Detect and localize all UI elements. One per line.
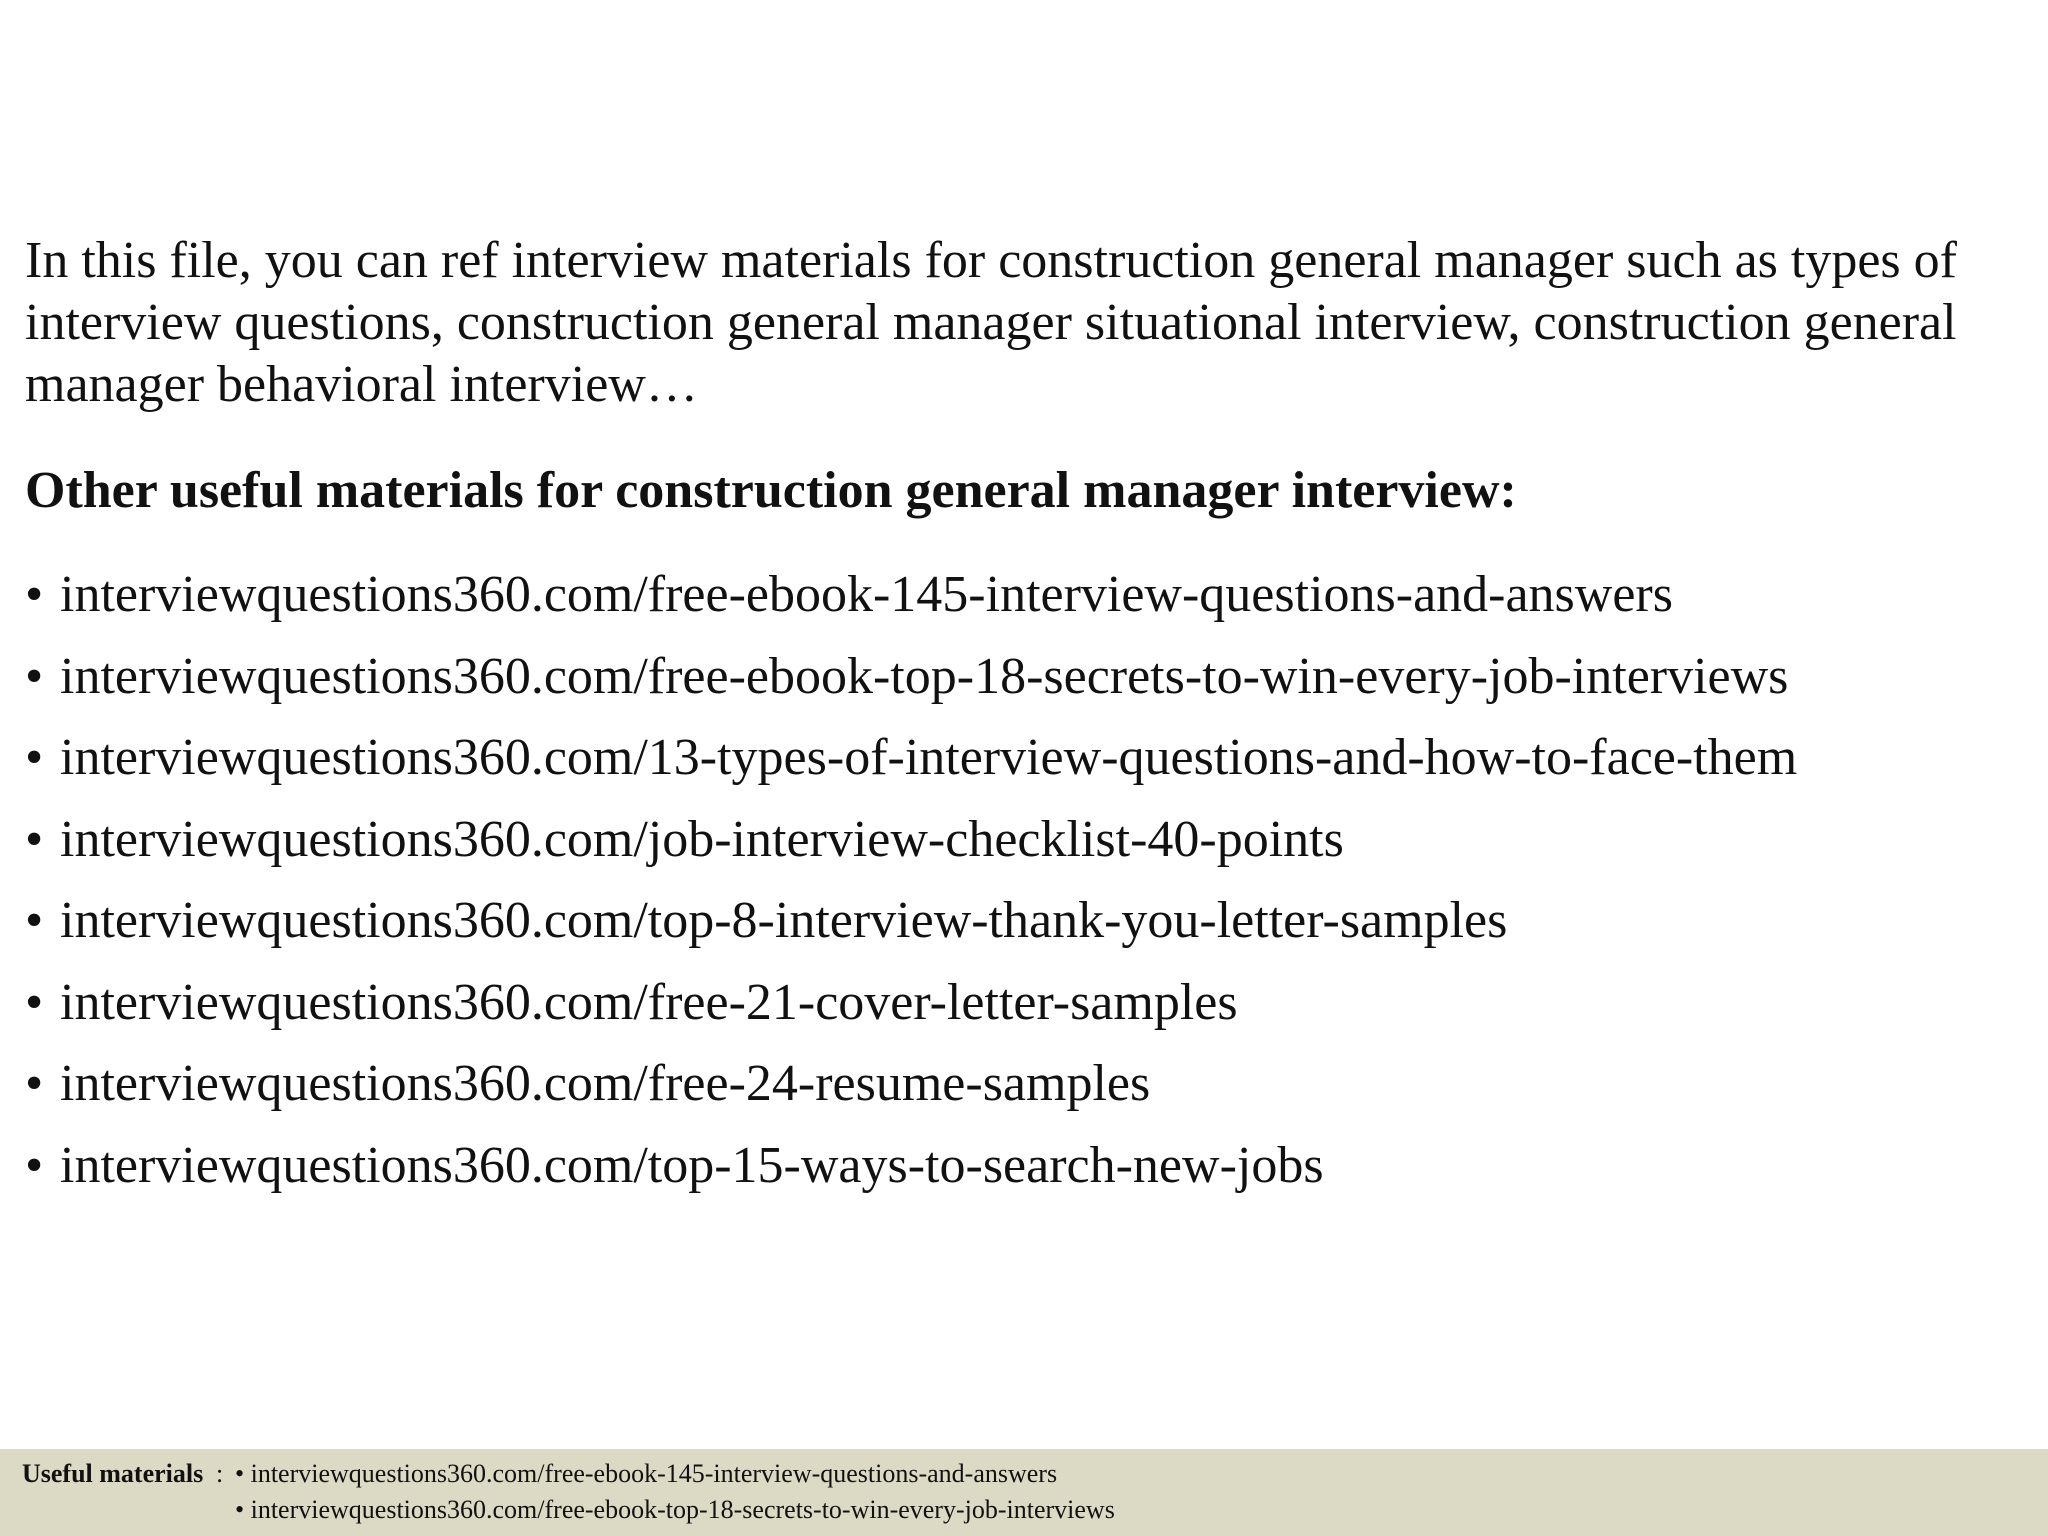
list-item[interactable] <box>25 727 2020 809</box>
link-text[interactable]: interviewquestions360.com/top-15-ways-to-search-new-jobs <box>60 1136 1324 1194</box>
footer-link[interactable]: • interviewquestions360.com/free-ebook-top-18-secrets-to-win-every-job-interviews <box>235 1495 1115 1524</box>
link-text[interactable]: interviewquestions360.com/free-ebook-145-interview-questions-and-answers <box>60 566 1673 623</box>
bullet-icon: • <box>25 566 44 623</box>
bullet-icon: • <box>25 1136 44 1194</box>
link-text[interactable]: interviewquestions360.com/free-21-cover-letter-samples <box>60 973 1238 1031</box>
link-text[interactable]: interviewquestions360.com/13-types-of-interview-questions-and-how-to-face-them <box>60 729 1798 786</box>
bullet-icon: • <box>25 647 44 705</box>
link-text[interactable]: interviewquestions360.com/free-24-resume-samples <box>60 1055 1151 1112</box>
materials-link-list <box>25 564 2020 1216</box>
bullet-icon: • <box>25 973 44 1031</box>
list-item[interactable] <box>25 972 2020 1054</box>
bullet-icon: • <box>25 892 44 949</box>
intro-paragraph: In this file, you can ref interview materials for construction general manager such as types of interview questions, construction general manager situational interview, construction general manager behavioral interview… <box>25 232 1957 413</box>
list-item[interactable] <box>25 1053 2020 1135</box>
footer-label: Useful materials <box>22 1459 204 1488</box>
materials-heading: Other useful materials for construction general manager interview: <box>25 462 1517 519</box>
list-item[interactable] <box>25 890 2020 972</box>
footer-link-list <box>235 1456 1115 1528</box>
list-item[interactable] <box>25 1135 2020 1217</box>
list-item[interactable] <box>25 646 2020 728</box>
bullet-icon: • <box>25 1055 44 1112</box>
footer-colon: : <box>216 1459 224 1488</box>
list-item[interactable] <box>25 564 2020 646</box>
bullet-icon: • <box>25 729 44 786</box>
link-text[interactable]: interviewquestions360.com/top-8-interview-thank-you-letter-samples <box>60 892 1508 949</box>
list-item[interactable] <box>25 809 2020 891</box>
footer-bar <box>0 1449 2048 1536</box>
link-text[interactable]: interviewquestions360.com/free-ebook-top-18-secrets-to-win-every-job-interviews <box>60 647 1789 705</box>
link-text[interactable]: interviewquestions360.com/job-interview-checklist-40-points <box>60 810 1344 868</box>
bullet-icon: • <box>25 810 44 868</box>
footer-link[interactable]: • interviewquestions360.com/free-ebook-145-interview-questions-and-answers <box>235 1459 1058 1488</box>
